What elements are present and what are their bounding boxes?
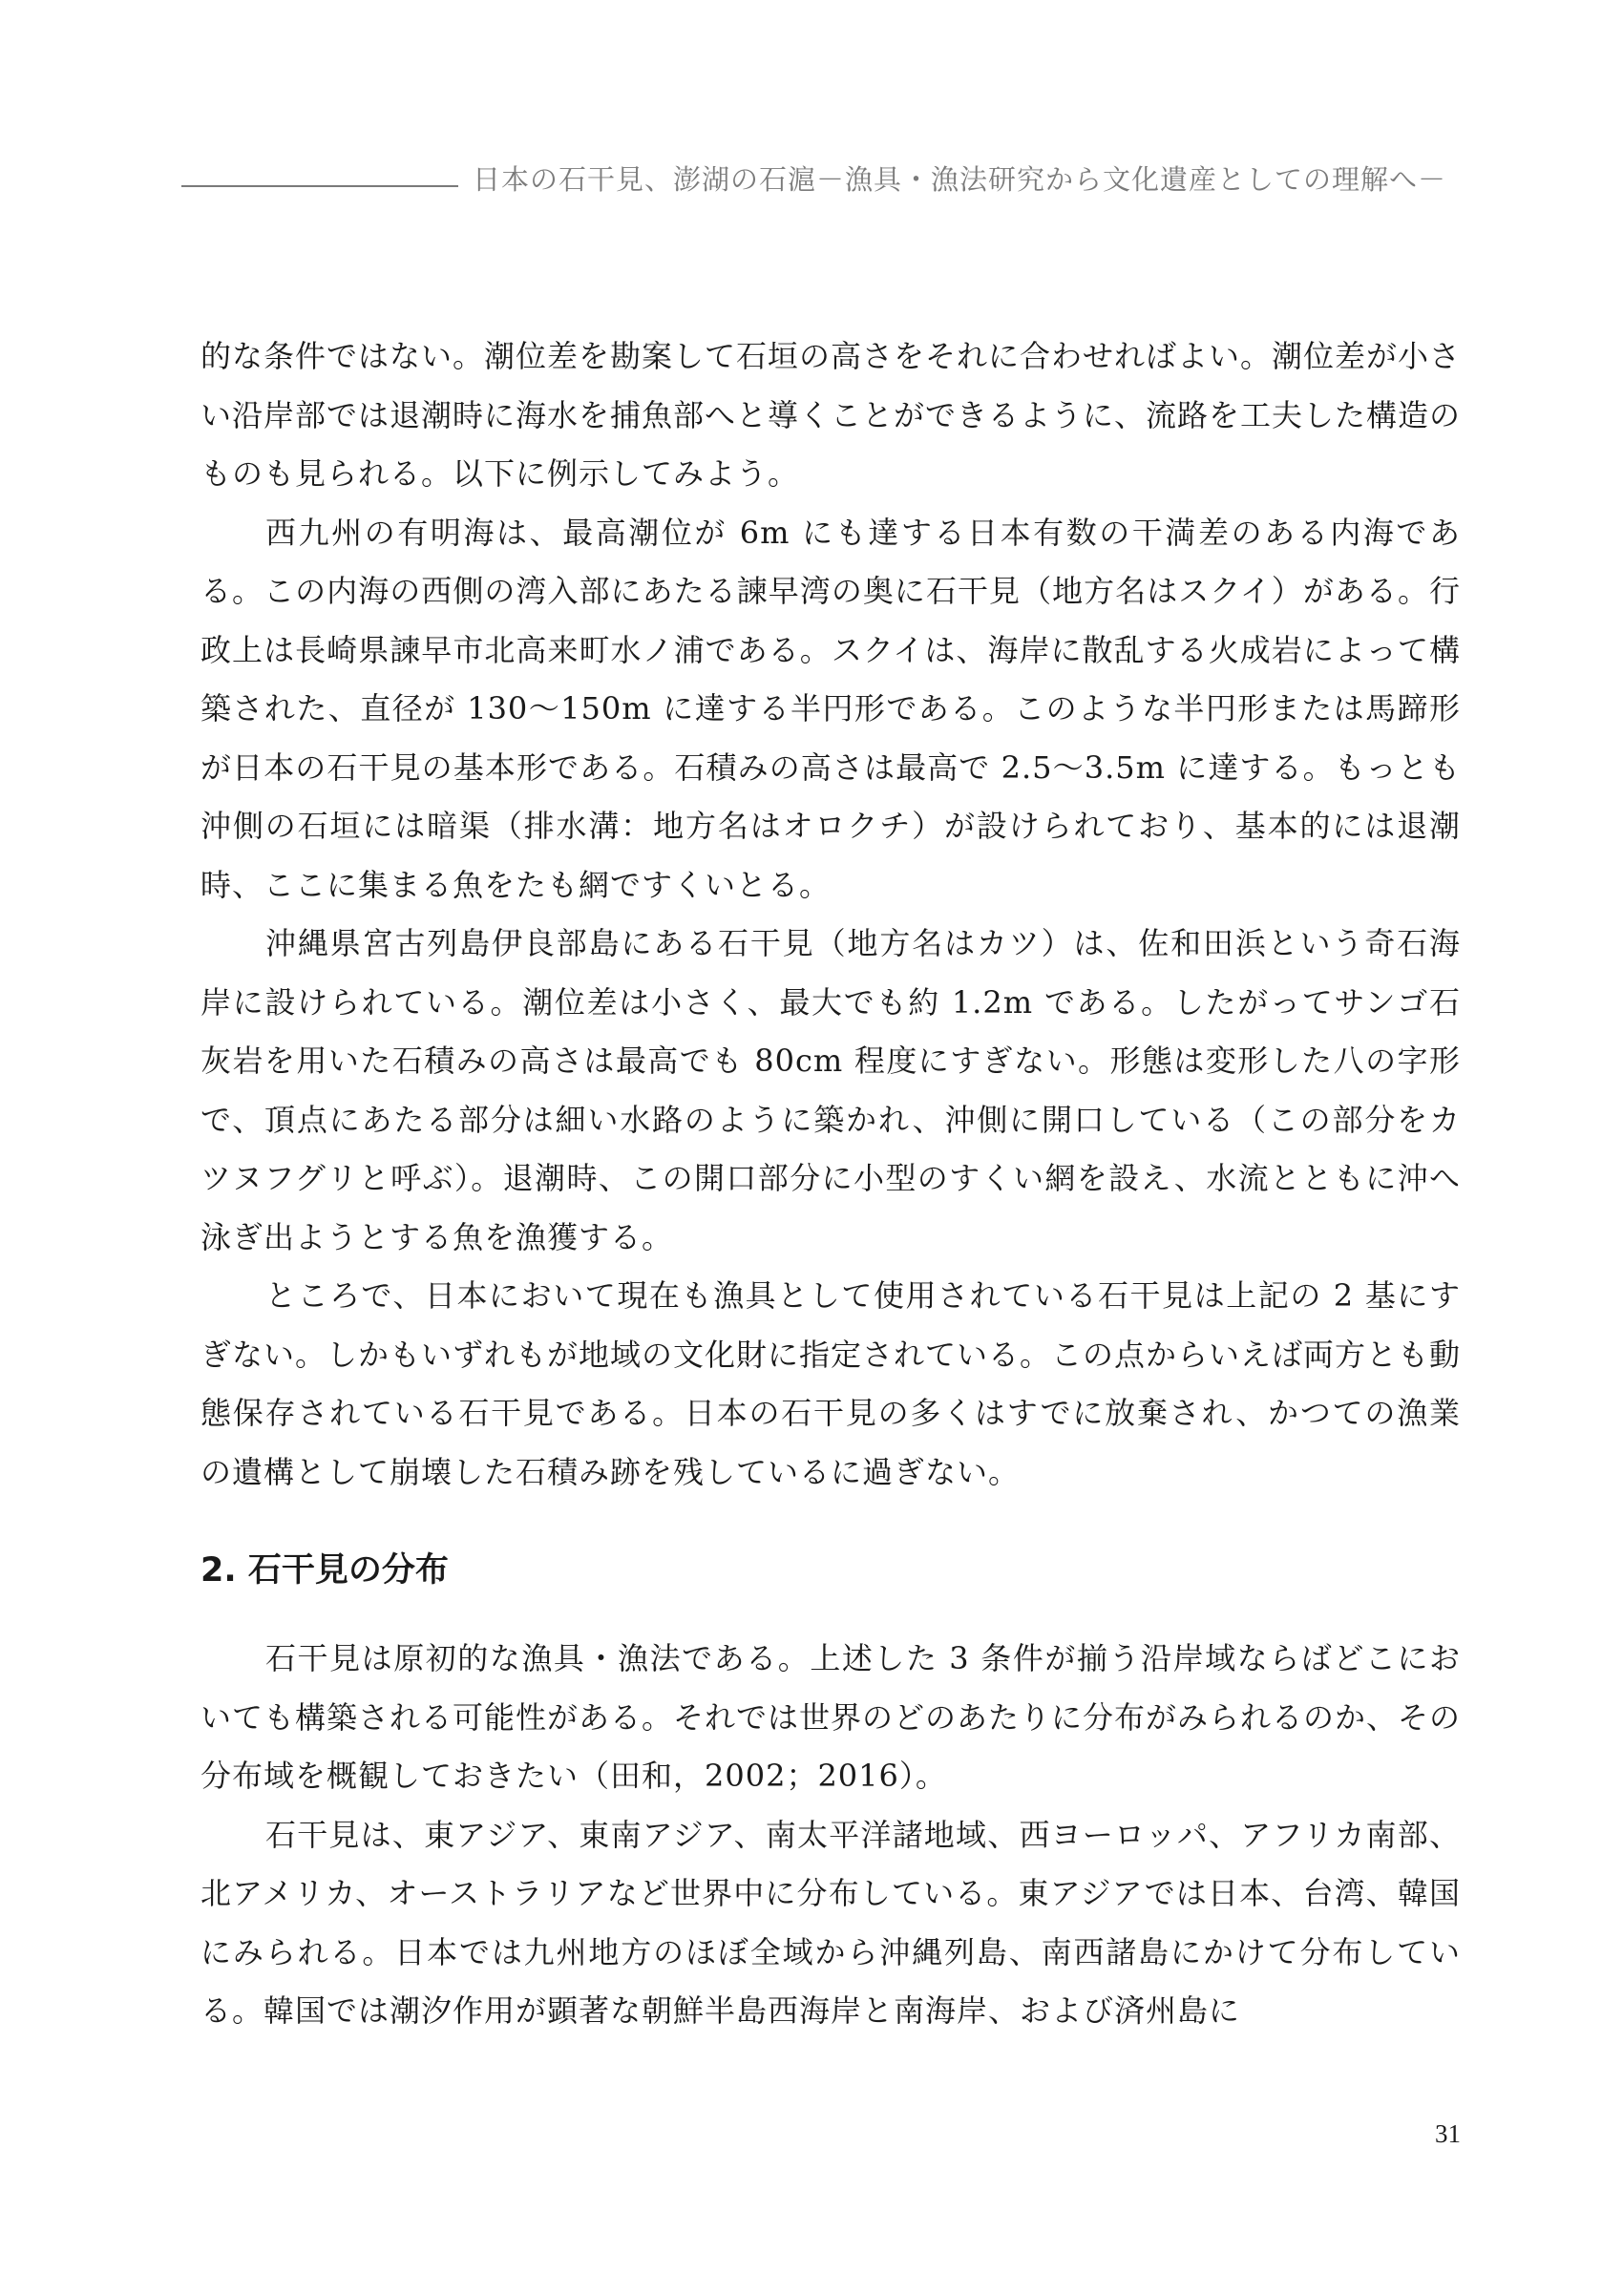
running-header-title: 日本の石干見、澎湖の石滬－漁具・漁法研究から文化遺産としての理解へ－	[473, 163, 1447, 196]
paragraph: 石干見は原初的な漁具・漁法である。上述した 3 条件が揃う沿岸域ならばどこにおいても構築される可能性がある。それでは世界のどのあたりに分布がみられるのか、その分布域を概観しておきたい（田和，2002；2016）。	[200, 1640, 1462, 1794]
paragraph: 沖縄県宮古列島伊良部島にある石干見（地方名はカツ）は、佐和田浜という奇石海岸に設けられている。潮位差は小さく、最大でも約 1.2m である。したがってサンゴ石灰岩を用いた石積みの高さは最高でも 80cm 程度にすぎない。形態は変形した八の字形で、頂点にあたる部分は細い水路のように築かれ、沖側に開口している（この部分をカツヌフグリと呼ぶ）。退潮時、この開口部分に小型のすくい網を設え、水流とともに沖へ泳ぎ出ようとする魚を漁獲する。	[200, 925, 1461, 1255]
running-header	[181, 160, 1470, 199]
page-number: 31	[1435, 2119, 1461, 2148]
paragraph: 石干見は、東アジア、東南アジア、南太平洋諸地域、西ヨーロッパ、アフリカ南部、北アメリカ、オーストラリアなど世界中に分布している。東アジアでは日本、台湾、韓国にみられる。日本では九州地方のほぼ全域から沖縄列島、南西諸島にかけて分布している。韓国では潮汐作用が顕著な朝鮮半島西海岸と南海岸、および済州島に	[200, 1816, 1461, 2029]
paragraph: 西九州の有明海は、最高潮位が 6m にも達する日本有数の干満差のある内海である。この内海の西側の湾入部にあたる諫早湾の奥に石干見（地方名はスクイ）がある。行政上は長崎県諫早市北高来町水ノ浦である。スクイは、海岸に散乱する火成岩によって構築された、直径が 130～150m に達する半円形である。このような半円形または馬蹄形が日本の石干見の基本形である。石積みの高さは最高で 2.5～3.5m に達する。もっとも沖側の石垣には暗渠（排水溝：地方名はオロクチ）が設けられており、基本的には退潮時、ここに集まる魚をたも網ですくいとる。	[200, 514, 1461, 903]
paragraph: ところで、日本において現在も漁具として使用されている石干見は上記の 2 基にすぎない。しかもいずれもが地域の文化財に指定されている。この点からいえば両方とも動態保存されている石干見である。日本の石干見の多くはすでに放棄され、かつての漁業の遺構として崩壊した石積み跡を残しているに過ぎない。	[200, 1277, 1462, 1490]
header-rule	[181, 185, 458, 187]
body-text	[200, 327, 1461, 2041]
section-heading: 2. 石干見の分布	[200, 1551, 449, 1590]
paragraph: 的な条件ではない。潮位差を勘案して石垣の高さをそれに合わせればよい。潮位差が小さい沿岸部では退潮時に海水を捕魚部へと導くことができるように、流路を工夫した構造のものも見られる。以下に例示してみよう。	[200, 338, 1462, 492]
